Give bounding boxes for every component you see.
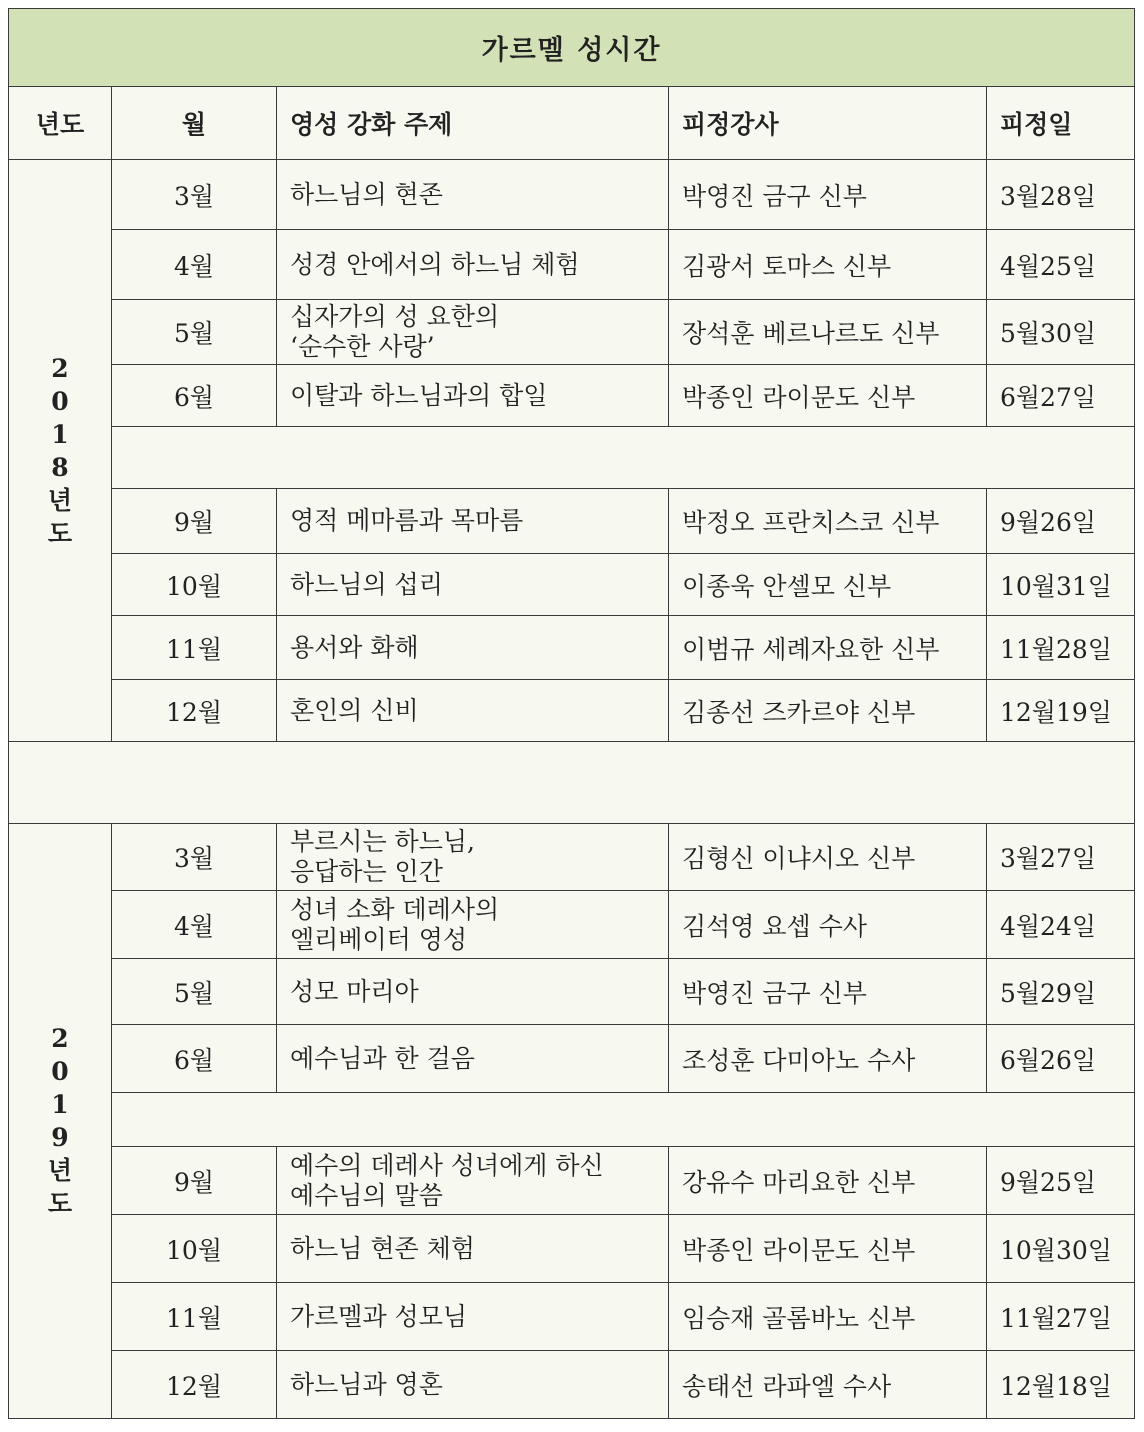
topic-line: 십자가의 성 요한의 — [290, 302, 500, 331]
schedule-document — [8, 8, 1134, 1420]
lecturer-cell: 김석영 요셉 수사 — [669, 891, 987, 959]
topic-line: 하느님의 섭리 — [290, 569, 443, 599]
topic-line: 부르시는 하느님, — [290, 827, 475, 856]
year-spacer-row — [9, 742, 1135, 824]
date-cell: 10월31일 — [987, 554, 1135, 616]
table-row — [9, 1025, 1135, 1093]
topic-line: 혼인의 신비 — [290, 695, 419, 725]
topic-line: 예수님과 한 걸음 — [290, 1043, 475, 1073]
year-label-char: 1 — [51, 1090, 69, 1119]
topic-line: 가르멜과 성모님 — [290, 1301, 467, 1331]
topic-line: 하느님과 영혼 — [290, 1369, 443, 1399]
summer-break-row — [9, 427, 1135, 489]
topic-cell — [277, 1351, 669, 1419]
month-cell: 11월 — [112, 616, 277, 680]
year-label-char: 년 — [47, 485, 73, 515]
topic-line: 하느님의 현존 — [290, 179, 443, 209]
date-cell: 11월27일 — [987, 1283, 1135, 1351]
topic-line: 예수의 데레사 성녀에게 하신 — [290, 1150, 604, 1180]
lecturer-cell: 강유수 마리요한 신부 — [669, 1147, 987, 1215]
table-row — [9, 616, 1135, 680]
year-label-cell — [9, 160, 112, 742]
lecturer-cell: 박영진 금구 신부 — [669, 160, 987, 230]
topic-cell — [277, 959, 669, 1025]
header-date: 피정일 — [987, 87, 1135, 160]
lecturer-cell: 박종인 라이문도 신부 — [669, 365, 987, 427]
date-cell: 3월27일 — [987, 824, 1135, 891]
topic-line: 성모 마리아 — [290, 976, 419, 1006]
date-cell: 5월30일 — [987, 300, 1135, 365]
topic-cell — [277, 300, 669, 365]
date-cell: 5월29일 — [987, 959, 1135, 1025]
table-row — [9, 680, 1135, 742]
table-row — [9, 824, 1135, 891]
lecturer-cell: 박영진 금구 신부 — [669, 959, 987, 1025]
table-row — [9, 365, 1135, 427]
date-cell: 3월28일 — [987, 160, 1135, 230]
month-cell: 10월 — [112, 1215, 277, 1283]
topic-cell — [277, 1283, 669, 1351]
year-label-char: 도 — [47, 518, 73, 548]
topic-line: 성경 안에서의 하느님 체험 — [290, 249, 580, 279]
topic-line: 이탈과 하느님과의 합일 — [290, 380, 548, 410]
lecturer-cell: 김형신 이냐시오 신부 — [669, 824, 987, 891]
month-cell: 12월 — [112, 680, 277, 742]
year-label-char: 2 — [51, 353, 69, 383]
month-cell: 5월 — [112, 959, 277, 1025]
year-label-char: 9 — [51, 1123, 69, 1152]
table-row — [9, 554, 1135, 616]
date-cell: 9월26일 — [987, 489, 1135, 554]
month-cell: 3월 — [112, 160, 277, 230]
topic-cell — [277, 1025, 669, 1093]
date-cell: 4월25일 — [987, 230, 1135, 300]
lecturer-cell: 임승재 골롬바노 신부 — [669, 1283, 987, 1351]
date-cell: 4월24일 — [987, 891, 1135, 959]
date-cell: 10월30일 — [987, 1215, 1135, 1283]
date-cell: 12월18일 — [987, 1351, 1135, 1419]
year-spacer-cell — [9, 742, 1135, 824]
table-row — [9, 1215, 1135, 1283]
date-cell: 6월26일 — [987, 1025, 1135, 1093]
topic-cell — [277, 160, 669, 230]
lecturer-cell: 이종욱 안셀모 신부 — [669, 554, 987, 616]
topic-cell — [277, 554, 669, 616]
table-row — [9, 1147, 1135, 1215]
lecturer-cell: 이범규 세례자요한 신부 — [669, 616, 987, 680]
topic-cell — [277, 365, 669, 427]
table-row — [9, 300, 1135, 365]
table-row — [9, 230, 1135, 300]
summer-break-cell — [112, 1093, 1135, 1147]
table-title: 가르멜 성시간 — [9, 9, 1135, 87]
date-cell: 11월28일 — [987, 616, 1135, 680]
lecturer-cell: 김광서 토마스 신부 — [669, 230, 987, 300]
topic-line: 하느님 현존 체험 — [290, 1233, 475, 1263]
topic-cell — [277, 680, 669, 742]
lecturer-cell: 박종인 라이문도 신부 — [669, 1215, 987, 1283]
summer-break-row — [9, 1093, 1135, 1147]
topic-line: 엘리베이터 영성 — [290, 924, 467, 954]
lecturer-cell: 조성훈 다미아노 수사 — [669, 1025, 987, 1093]
lecturer-cell: 김종선 즈카르야 신부 — [669, 680, 987, 742]
month-cell: 10월 — [112, 554, 277, 616]
table-row — [9, 1283, 1135, 1351]
topic-line: ‘순수한 사랑’ — [290, 332, 435, 361]
month-cell: 9월 — [112, 1147, 277, 1215]
header-year: 년도 — [9, 87, 112, 160]
month-cell: 4월 — [112, 230, 277, 300]
topic-cell — [277, 489, 669, 554]
table-row — [9, 959, 1135, 1025]
year-label-char: 년 — [47, 1156, 73, 1185]
month-cell: 3월 — [112, 824, 277, 891]
topic-cell — [277, 616, 669, 680]
month-cell: 12월 — [112, 1351, 277, 1419]
month-cell: 11월 — [112, 1283, 277, 1351]
header-month: 월 — [112, 87, 277, 160]
month-cell: 6월 — [112, 1025, 277, 1093]
header-topic: 영성 강화 주제 — [277, 87, 669, 160]
topic-cell — [277, 891, 669, 959]
topic-line: 용서와 화해 — [290, 632, 419, 662]
year-label-char: 2 — [51, 1024, 69, 1053]
topic-cell — [277, 1215, 669, 1283]
summer-break-cell — [112, 427, 1135, 489]
header-lecturer: 피정강사 — [669, 87, 987, 160]
topic-line: 영적 메마름과 목마름 — [290, 506, 524, 535]
year-label-char: 8 — [51, 452, 69, 482]
lecturer-cell: 송태선 라파엘 수사 — [669, 1351, 987, 1419]
year-label-cell — [9, 824, 112, 1419]
topic-cell — [277, 824, 669, 891]
schedule-table — [8, 8, 1135, 1419]
lecturer-cell: 장석훈 베르나르도 신부 — [669, 300, 987, 365]
date-cell: 6월27일 — [987, 365, 1135, 427]
date-cell: 12월19일 — [987, 680, 1135, 742]
topic-cell — [277, 1147, 669, 1215]
table-row — [9, 891, 1135, 959]
topic-line: 예수님의 말씀 — [290, 1180, 443, 1210]
year-label-char: 1 — [51, 419, 69, 449]
year-label-char: 0 — [51, 1057, 69, 1086]
table-row — [9, 1351, 1135, 1419]
table-row — [9, 489, 1135, 554]
table-row — [9, 160, 1135, 230]
year-label-char: 0 — [51, 386, 69, 416]
month-cell: 4월 — [112, 891, 277, 959]
lecturer-cell: 박정오 프란치스코 신부 — [669, 489, 987, 554]
date-cell: 9월25일 — [987, 1147, 1135, 1215]
month-cell: 6월 — [112, 365, 277, 427]
month-cell: 9월 — [112, 489, 277, 554]
month-cell: 5월 — [112, 300, 277, 365]
year-label-char: 도 — [47, 1189, 73, 1218]
topic-line: 성녀 소화 데레사의 — [290, 894, 500, 924]
topic-cell — [277, 230, 669, 300]
topic-line: 응답하는 인간 — [290, 857, 443, 886]
